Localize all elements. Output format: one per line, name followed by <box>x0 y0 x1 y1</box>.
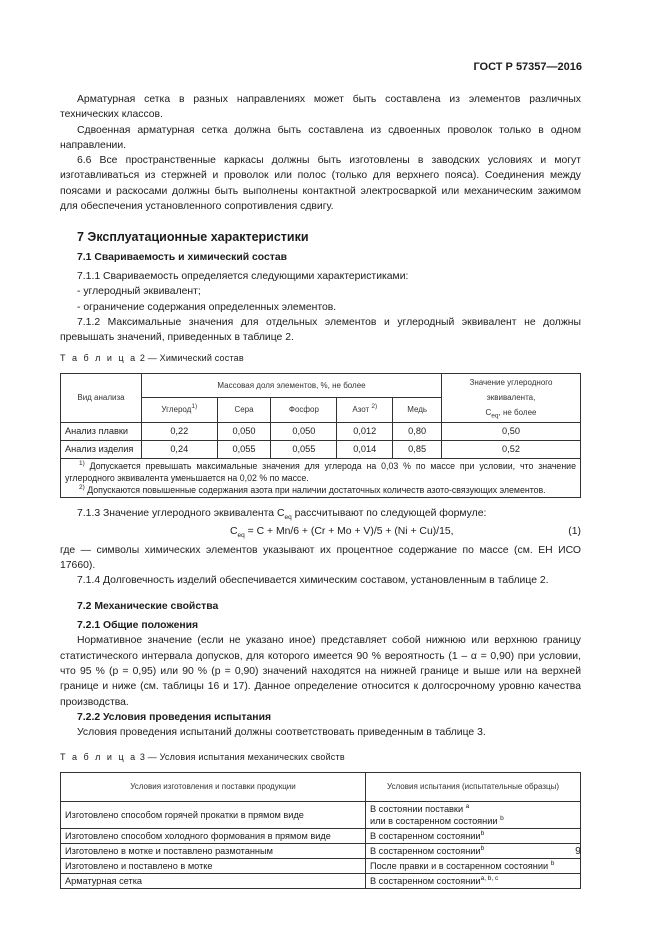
table-cell: 0,50 <box>442 422 581 440</box>
cell-text: В состаренном состоянии <box>370 875 481 886</box>
table-cell: Арматурная сетка <box>61 873 366 888</box>
paragraph: Условия проведения испытаний должны соответствовать приведенным в таблице 3. <box>77 727 486 739</box>
col-header-copper: Медь <box>393 398 442 422</box>
table-cell: 0,80 <box>393 422 442 440</box>
cell-text: В состоянии поставки <box>370 803 464 814</box>
paragraph-text: рассчитывают по следующей формуле: <box>291 508 487 520</box>
col-header-phosphorus: Фосфор <box>271 398 337 422</box>
table-note <box>65 460 576 484</box>
formula-text: = C + Mn/6 + (Cr + Mo + V)/5 + (Ni + Cu)/15, <box>247 525 454 537</box>
cell-text: или в состаренном состоянии <box>370 815 498 826</box>
footnote-mark: b <box>480 844 485 852</box>
list-item: - углеродный эквивалент; <box>77 286 201 298</box>
table-cell: 0,85 <box>393 440 442 458</box>
col-header-test-conditions: Условия испытания (испытательные образцы) <box>366 772 581 801</box>
table-caption-text: 2 — Химический состав <box>139 353 244 364</box>
footnote-mark: 2) <box>371 403 378 411</box>
table-cell: 0,52 <box>442 440 581 458</box>
table-cell: 0,22 <box>142 422 218 440</box>
paragraph: Арматурная сетка в разных направлениях может быть составлена из элементов различных технических классов. <box>60 94 581 121</box>
table-cell: 0,012 <box>337 422 393 440</box>
footnote-mark: a <box>465 802 470 810</box>
table-notes-row <box>61 459 581 498</box>
table-caption <box>60 351 581 366</box>
footnote-mark: b <box>550 859 555 867</box>
footnote-mark: 2) <box>79 484 85 492</box>
formula-expression: $C_{eq} = C + Mn/6 + (Cr + Mo + V)/5 + (Ni + Cu)/15$, <box>230 525 454 539</box>
table-row <box>61 440 581 458</box>
table-cell: 0,055 <box>217 440 271 458</box>
section-heading: 7 Эксплуатационные характеристики <box>77 230 309 245</box>
footnote-mark: a, b, c <box>480 874 499 882</box>
carbon-label: Углерод <box>161 405 192 415</box>
test-conditions-table <box>60 772 581 889</box>
col-header-mass: Массовая доля элементов, %, не более <box>142 373 442 397</box>
table-cell <box>366 843 581 858</box>
document-header: ГОСТ Р 57357—2016 <box>473 61 582 73</box>
table-cell <box>366 858 581 873</box>
paragraph <box>60 506 581 521</box>
col-header-nitrogen <box>337 398 393 422</box>
nitrogen-label: Азот <box>352 405 370 415</box>
paragraph-text: 7.1.3 Значение углеродного эквивалента C <box>77 508 285 520</box>
paragraph: 7.1.2 Максимальные значения для отдельных элементов и углеродный эквивалент не должны превышать значений, приведенных в таблице 2. <box>60 316 581 344</box>
paragraph: где — символы химических элементов указывают их процентное содержание по массе (см. ЕН ИСО 17660). <box>60 544 581 572</box>
table-cell: 0,24 <box>142 440 218 458</box>
chemical-composition-table <box>60 373 581 498</box>
table-cell: 0,050 <box>271 422 337 440</box>
table-caption-prefix: Т а б л и ц а <box>60 353 138 364</box>
ceq-label: Значение углеродного эквивалента, <box>469 377 553 403</box>
subsection-heading: 7.2.1 Общие положения <box>77 620 199 632</box>
col-header-analysis: Вид анализа <box>61 373 142 422</box>
table-caption-text: 3 — Условия испытания механических свойств <box>139 752 345 763</box>
table-row <box>61 801 581 828</box>
table-note-text: Допускается превышать максимальные значения для углерода на 0,03 % по массе при условии, что значение углеродного эквивалента уменьшается на 0,02 % по массе. <box>65 461 576 484</box>
table-cell: Изготовлено способом горячей прокатки в прямом виде <box>61 801 366 828</box>
formula-number: (1) <box>568 525 581 537</box>
paragraph: Нормативное значение (если не указано иное) представляет собой нижнюю или верхнюю границу статистического интервала допусков, для которого имеется 90 % вероятность (1 – α = 0,90) при условии, что 95 % (p = 0,95) или 90 % (p = 0,90) значений находятся на нижней границе и выше или на верхней границе и ниже (см. таблицы 16 и 17). Данное определение относится к долгосрочному уровню качества производства. <box>60 635 581 708</box>
cell-text: После правки и в состаренном состоянии <box>370 860 549 871</box>
cell-text: В состаренном состоянии <box>370 845 481 856</box>
table-cell: Анализ изделия <box>61 440 142 458</box>
table-row <box>61 422 581 440</box>
table-cell: 0,055 <box>271 440 337 458</box>
paragraph: Сдвоенная арматурная сетка должна быть составлена из сдвоенных проволок только в одном направлении. <box>60 124 581 151</box>
paragraph: 7.1.1 Свариваемость определяется следующими характеристиками: <box>77 270 409 282</box>
paragraph: 6.6 Все пространственные каркасы должны быть изготовлены в заводских условиях и могут изготавливаться из стержней и проволок или полос (только для верхнего пояса). Соединения между поясами и раскосами должны быть выполнены контактной электросваркой или механическим зажимом для обеспечения установленного сопротивления сдвигу. <box>60 155 581 213</box>
table-cell <box>366 873 581 888</box>
table-row <box>61 873 581 888</box>
footnote-mark: 1) <box>191 403 198 411</box>
table-cell: Изготовлено в мотке и поставлено размотанным <box>61 843 366 858</box>
list-item: - ограничение содержания определенных элементов. <box>77 301 337 313</box>
page-content <box>60 92 581 889</box>
subsection-heading: 7.2 Механические свойства <box>77 600 219 612</box>
formula <box>60 524 581 539</box>
paragraph: 7.1.4 Долговечность изделий обеспечивается химическим составом, установленным в таблице 2. <box>77 575 549 587</box>
subscript: eq <box>284 514 292 522</box>
footnote-mark: 1) <box>79 460 85 468</box>
cell-text: В состаренном состоянии <box>370 830 481 841</box>
table-cell: Анализ плавки <box>61 422 142 440</box>
table-caption-prefix: Т а б л и ц а <box>60 752 138 763</box>
footnote-mark: b <box>480 829 485 837</box>
col-header-sulfur: Сера <box>217 398 271 422</box>
table-cell: 0,050 <box>217 422 271 440</box>
subsection-heading: 7.2.2 Условия проведения испытания <box>77 711 272 723</box>
col-header-ceq: Значение углеродного эквивалента, $C_{eq}$, не более <box>442 373 581 422</box>
subsection-heading: 7.1 Свариваемость и химический состав <box>77 251 288 263</box>
ceq-label-suffix: , не более <box>498 408 537 418</box>
table-row <box>61 843 581 858</box>
table-cell: 0,014 <box>337 440 393 458</box>
footnote-mark: b <box>500 814 504 822</box>
table-cell: Изготовлено и поставлено в мотке <box>61 858 366 873</box>
table-row <box>61 858 581 873</box>
table-row <box>61 828 581 843</box>
page-number: 9 <box>575 845 581 857</box>
table-note <box>65 484 576 496</box>
table-cell <box>366 801 581 828</box>
table-cell: Изготовлено способом холодного формования в прямом виде <box>61 828 366 843</box>
col-header-carbon <box>142 398 218 422</box>
col-header-manufacturing: Условия изготовления и поставки продукции <box>61 772 366 801</box>
table-notes <box>61 459 581 498</box>
table-note-text: Допускаются повышенные содержания азота при наличии достаточных количеств азото-связующих элементов. <box>87 485 546 496</box>
table-caption <box>60 750 581 765</box>
table-cell <box>366 828 581 843</box>
